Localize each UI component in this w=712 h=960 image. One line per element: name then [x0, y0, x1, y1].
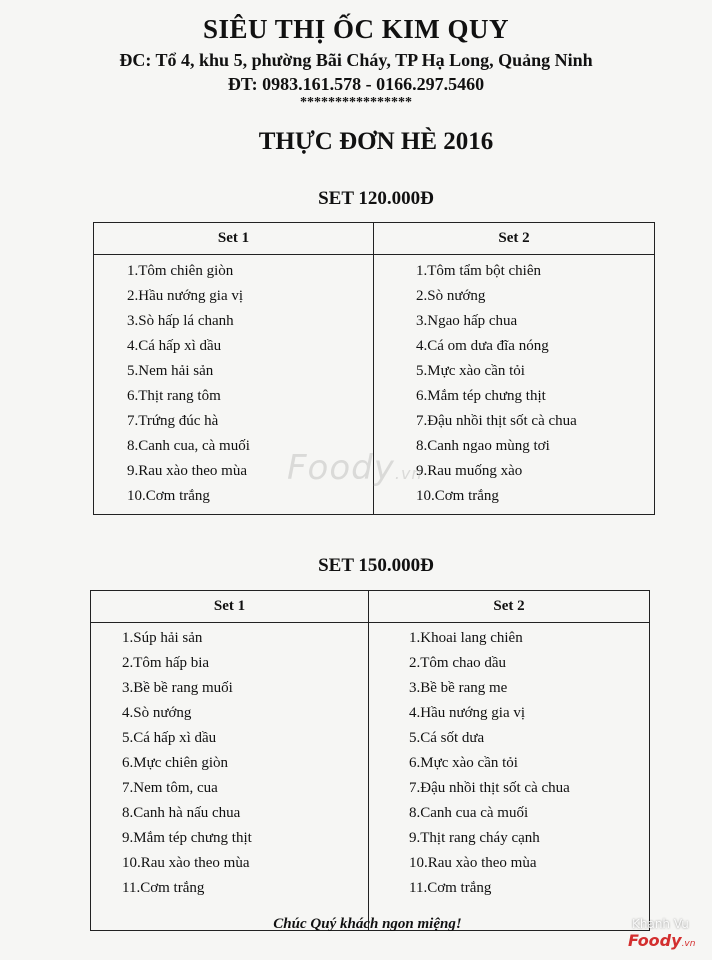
- dish-item: 5.Mực xào cần tỏi: [416, 363, 525, 379]
- dish-item: 4.Sò nướng: [122, 705, 192, 721]
- stars-divider: ****************: [300, 95, 412, 110]
- shop-phone: ĐT: 0983.161.578 - 0166.297.5460: [227, 74, 485, 94]
- dish-item: 1.Tôm chiên giòn: [127, 263, 234, 279]
- column-header-set-1: Set 1: [91, 591, 369, 623]
- watermark-suffix: .vn: [394, 464, 423, 483]
- dish-item: 10.Rau xào theo mùa: [409, 855, 537, 871]
- dish-item: 9.Rau muống xào: [416, 463, 523, 479]
- photo-credit: Khanh Vu: [632, 917, 689, 931]
- dish-item: 6.Mực xào cần tỏi: [409, 755, 518, 771]
- table-header-row: [91, 591, 650, 623]
- watermark-main: Foody: [287, 448, 395, 488]
- dish-item: 2.Sò nướng: [416, 288, 486, 304]
- dish-item: 5.Cá sốt dưa: [409, 730, 485, 746]
- dish-item: 4.Cá om dưa đĩa nóng: [416, 338, 549, 354]
- dish-item: 10.Rau xào theo mùa: [122, 855, 250, 871]
- set-150-table: [90, 590, 650, 931]
- foody-logo[interactable]: [628, 931, 695, 950]
- dish-item: 9.Thịt rang cháy cạnh: [409, 830, 540, 846]
- shop-name: SIÊU THỊ ỐC KIM QUY: [202, 14, 510, 44]
- dish-item: 3.Sò hấp lá chanh: [127, 313, 234, 329]
- logo-main: Foody: [628, 931, 682, 950]
- dish-item: 2.Tôm chao dầu: [409, 655, 507, 671]
- dish-item: 1.Súp hải sản: [122, 630, 203, 646]
- dish-item: 7.Trứng đúc hà: [127, 413, 219, 429]
- table-row: [91, 623, 650, 931]
- dish-item: 4.Cá hấp xì dầu: [127, 338, 222, 354]
- dish-item: 7.Đậu nhồi thịt sốt cà chua: [409, 780, 570, 796]
- column-header-set-2: Set 2: [374, 223, 655, 255]
- dish-item: 8.Canh cua cà muối: [409, 805, 529, 821]
- dish-list: [91, 623, 368, 930]
- set-120-title: SET 120.000Đ: [318, 188, 434, 209]
- dish-item: 7.Nem tôm, cua: [122, 780, 218, 796]
- dish-item: 2.Hầu nướng gia vị: [127, 288, 244, 304]
- column-header-set-2: Set 2: [369, 591, 650, 623]
- dish-item: 5.Nem hải sản: [127, 363, 214, 379]
- set-2-cell: [369, 623, 650, 931]
- dish-item: 6.Thịt rang tôm: [127, 388, 221, 404]
- set-1-cell: [91, 623, 369, 931]
- logo-suffix: .vn: [681, 939, 696, 949]
- dish-item: 8.Canh hà nấu chua: [122, 805, 241, 821]
- closing-message: Chúc Quý khách ngon miệng!: [273, 916, 462, 932]
- dish-item: 11.Cơm trắng: [122, 880, 205, 896]
- dish-item: 4.Hầu nướng gia vị: [409, 705, 526, 721]
- dish-item: 6.Mắm tép chưng thịt: [416, 388, 546, 404]
- shop-address: ĐC: Tổ 4, khu 5, phường Bãi Cháy, TP Hạ Long, Quảng Ninh: [119, 50, 593, 70]
- dish-item: 8.Canh ngao mùng tơi: [416, 438, 550, 454]
- dish-item: 6.Mực chiên giòn: [122, 755, 229, 771]
- dish-item: 8.Canh cua, cà muối: [127, 438, 250, 454]
- dish-item: 11.Cơm trắng: [409, 880, 492, 896]
- dish-item: 3.Ngao hấp chua: [416, 313, 518, 329]
- dish-item: 1.Khoai lang chiên: [409, 630, 523, 646]
- dish-item: 10.Cơm trắng: [127, 488, 210, 504]
- set-150-title: SET 150.000Đ: [318, 555, 434, 576]
- dish-item: 5.Cá hấp xì dầu: [122, 730, 217, 746]
- dish-item: 3.Bề bề rang muối: [122, 680, 233, 696]
- foody-watermark: [287, 448, 423, 488]
- dish-item: 9.Rau xào theo mùa: [127, 463, 247, 479]
- table-header-row: [94, 223, 655, 255]
- dish-item: 1.Tôm tẩm bột chiên: [416, 263, 541, 279]
- column-header-set-1: Set 1: [94, 223, 374, 255]
- dish-item: 7.Đậu nhồi thịt sốt cà chua: [416, 413, 577, 429]
- dish-item: 3.Bề bề rang me: [409, 680, 508, 696]
- dish-list: [369, 623, 649, 930]
- dish-item: 2.Tôm hấp bia: [122, 655, 210, 671]
- menu-title: THỰC ĐƠN HÈ 2016: [258, 128, 494, 155]
- dish-item: 10.Cơm trắng: [416, 488, 499, 504]
- dish-item: 9.Mắm tép chưng thịt: [122, 830, 252, 846]
